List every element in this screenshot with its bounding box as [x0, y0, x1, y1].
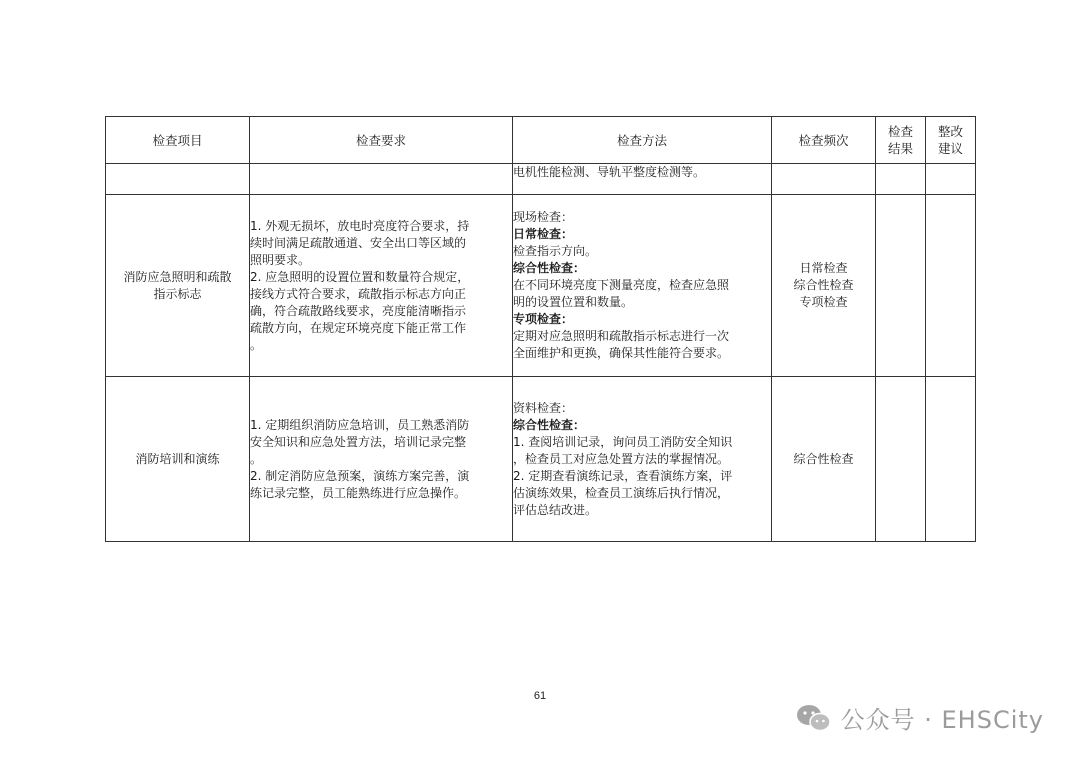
- cell-item: [106, 164, 250, 195]
- cell-item: 消防培训和演练: [106, 377, 250, 542]
- table-row-continuation: [106, 164, 976, 195]
- cell-frequency: 综合性检查: [772, 377, 876, 542]
- header-method: 检查方法: [513, 117, 772, 164]
- cell-frequency: 日常检查 综合性检查 专项检查: [772, 195, 876, 377]
- cell-suggestion: [926, 195, 976, 377]
- header-suggestion: 整改 建议: [926, 117, 976, 164]
- table-row: [106, 377, 976, 542]
- cell-suggestion: [926, 164, 976, 195]
- cell-frequency: [772, 164, 876, 195]
- cell-requirement: [250, 164, 513, 195]
- cell-requirement: 1. 外观无损坏，放电时亮度符合要求，持 续时间满足疏散通道、安全出口等区域的 照明要求。 2. 应急照明的设置位置和数量符合规定， 接线方式符合要求，疏散指示标志方向正 确，符合疏散路线要求，亮度能清晰指示 疏散方向，在规定环境亮度下能正常工作 。: [250, 195, 513, 377]
- table-header-row: [106, 117, 976, 164]
- page-number: 61: [533, 690, 547, 702]
- header-result: 检查 结果: [876, 117, 926, 164]
- cell-requirement: 1. 定期组织消防应急培训，员工熟悉消防 安全知识和应急处置方法，培训记录完整 。 2. 制定消防应急预案，演练方案完善，演 练记录完整，员工能熟练进行应急操作。: [250, 377, 513, 542]
- cell-method: 电机性能检测、导轨平整度检测等。: [513, 164, 772, 195]
- cell-result: [876, 195, 926, 377]
- header-requirement: 检查要求: [250, 117, 513, 164]
- inspection-table: [105, 116, 976, 542]
- wechat-icon: [795, 702, 833, 734]
- cell-item: 消防应急照明和疏散 指示标志: [106, 195, 250, 377]
- header-item: 检查项目: [106, 117, 250, 164]
- table-row: [106, 195, 976, 377]
- cell-result: [876, 377, 926, 542]
- cell-result: [876, 164, 926, 195]
- watermark: [795, 700, 1044, 735]
- cell-method: 现场检查： 日常检查： 检查指示方向。 综合性检查： 在不同环境亮度下测量亮度，检查应急照 明的设置位置和数量。 专项检查： 定期对应急照明和疏散指示标志进行一次 全面维护和更换，确保其性能符合要求。: [513, 195, 772, 377]
- cell-suggestion: [926, 377, 976, 542]
- cell-method: 资料检查： 综合性检查： 1. 查阅培训记录，询问员工消防安全知识 ，检查员工对应急处置方法的掌握情况。 2. 定期查看演练记录，查看演练方案，评 估演练效果，检查员工演练后执行情况， 评估总结改进。: [513, 377, 772, 542]
- watermark-text: 公众号 · EHSCity: [840, 706, 1044, 734]
- header-frequency: 检查频次: [772, 117, 876, 164]
